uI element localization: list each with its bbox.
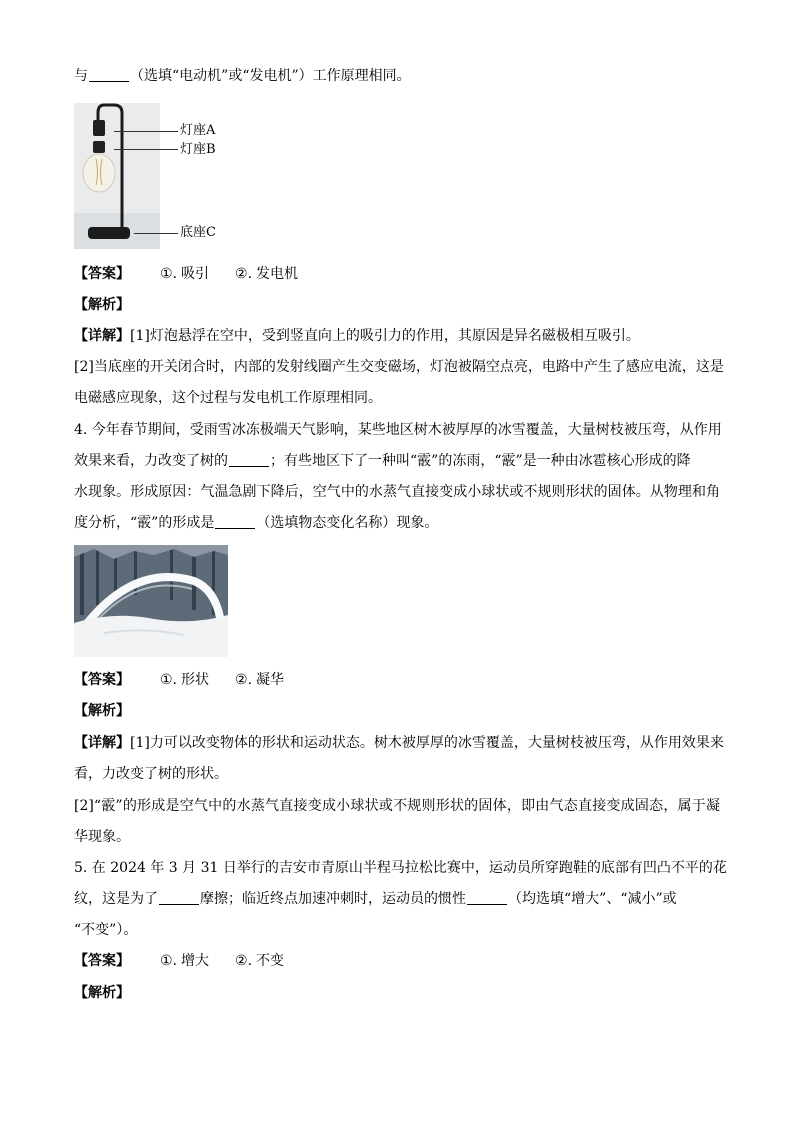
q3-answer — [74, 264, 324, 284]
answer-value: 凝华 — [256, 672, 285, 688]
text: （均选填“增大”、“减小”或 — [508, 891, 677, 907]
answer-tag: 【答案】 — [74, 953, 130, 969]
text: （选填“电动机”或“发电机”）工作原理相同。 — [130, 68, 411, 84]
leader-line-c — [134, 233, 178, 234]
text: [1]力可以改变物体的形状和运动状态。树木被厚厚的冰雪覆盖，大量树枝被压弯，从作用效果来 — [130, 735, 724, 751]
analysis-tag: 【解析】 — [74, 297, 130, 313]
label-socket-b: 灯座B — [180, 142, 216, 157]
lamp-illustration — [74, 103, 160, 249]
answer-num: ②. — [235, 672, 253, 688]
fill-blank — [467, 890, 507, 905]
answer-value: 不变 — [256, 953, 285, 969]
fill-blank — [159, 890, 199, 905]
analysis-tag: 【解析】 — [74, 985, 130, 1001]
leader-line-a — [114, 131, 178, 132]
q5-answer — [74, 951, 310, 971]
answer-num: ②. — [235, 953, 253, 969]
q4-line-2 — [74, 451, 691, 471]
answer-num: ②. — [235, 266, 253, 282]
lamp-figure — [74, 103, 160, 249]
label-socket-a: 灯座A — [180, 123, 216, 138]
fill-blank — [89, 67, 129, 82]
snowy-tree-photo — [74, 545, 228, 657]
q4-answer — [74, 670, 310, 690]
q4-line-1: 4. 今年春节期间，受雨雪冰冻极端天气影响，某些地区树木被厚厚的冰雪覆盖，大量树枝被压弯，从作用 — [74, 422, 722, 438]
detail-tag: 【详解】 — [74, 735, 130, 751]
answer-num: ①. — [160, 672, 178, 688]
text: （选填物态变化名称）现象。 — [256, 515, 439, 531]
q4-detail-line-4: 华现象。 — [74, 829, 130, 845]
answer-num: ①. — [160, 953, 178, 969]
answer-value: 增大 — [181, 953, 210, 969]
snow-tree-illustration — [74, 545, 228, 657]
answer-value: 吸引 — [181, 266, 210, 282]
text: [1]灯泡悬浮在空中，受到竖直向上的吸引力的作用，其原因是异名磁极相互吸引。 — [130, 328, 640, 344]
answer-value: 形状 — [181, 672, 210, 688]
q5-line-2 — [74, 889, 677, 909]
q5-line-3: “不变”）。 — [74, 922, 138, 938]
q4-detail-line-2: 看，力改变了树的形状。 — [74, 766, 228, 782]
q3-detail-line-1 — [74, 326, 640, 346]
fill-blank — [215, 514, 255, 529]
q3-detail-line-3: 电磁感应现象，这个过程与发电机工作原理相同。 — [74, 390, 382, 406]
analysis-tag: 【解析】 — [74, 703, 130, 719]
answer-value: 发电机 — [256, 266, 299, 282]
q3-detail-line-2: [2]当底座的开关闭合时，内部的发射线圈产生交变磁场，灯泡被隔空点亮，电路中产生了感应电流，这是 — [74, 359, 724, 375]
text: ；有些地区下了一种叫“霰”的冻雨，“霰”是一种由冰雹核心形成的降 — [270, 453, 691, 469]
text: 摩擦；临近终点加速冲刺时，运动员的惯性 — [200, 891, 466, 907]
q4-detail-line-3: [2]“霰”的形成是空气中的水蒸气直接变成小球状或不规则形状的固体，即由气态直接变成固态，属于凝 — [74, 798, 720, 814]
answer-tag: 【答案】 — [74, 672, 130, 688]
detail-tag: 【详解】 — [74, 328, 130, 344]
text: 与 — [74, 68, 88, 84]
q5-line-1: 5. 在 2024 年 3 月 31 日举行的吉安市青原山半程马拉松比赛中，运动员所穿跑鞋的底部有凹凸不平的花 — [74, 860, 727, 876]
text: 效果来看，力改变了树的 — [74, 453, 228, 469]
text: 纹，这是为了 — [74, 891, 158, 907]
leader-line-b — [114, 149, 178, 150]
answer-tag: 【答案】 — [74, 266, 130, 282]
q4-line-3: 水现象。形成原因：气温急剧下降后，空气中的水蒸气直接变成小球状或不规则形状的固体。从物理和角 — [74, 484, 720, 500]
fill-blank — [229, 452, 269, 467]
q3-tail-line — [74, 66, 411, 86]
answer-num: ①. — [160, 266, 178, 282]
text: 度分析，“霰”的形成是 — [74, 515, 215, 531]
q4-line-4 — [74, 513, 438, 533]
q4-detail-line-1 — [74, 733, 724, 753]
label-base-c: 底座C — [180, 225, 216, 240]
